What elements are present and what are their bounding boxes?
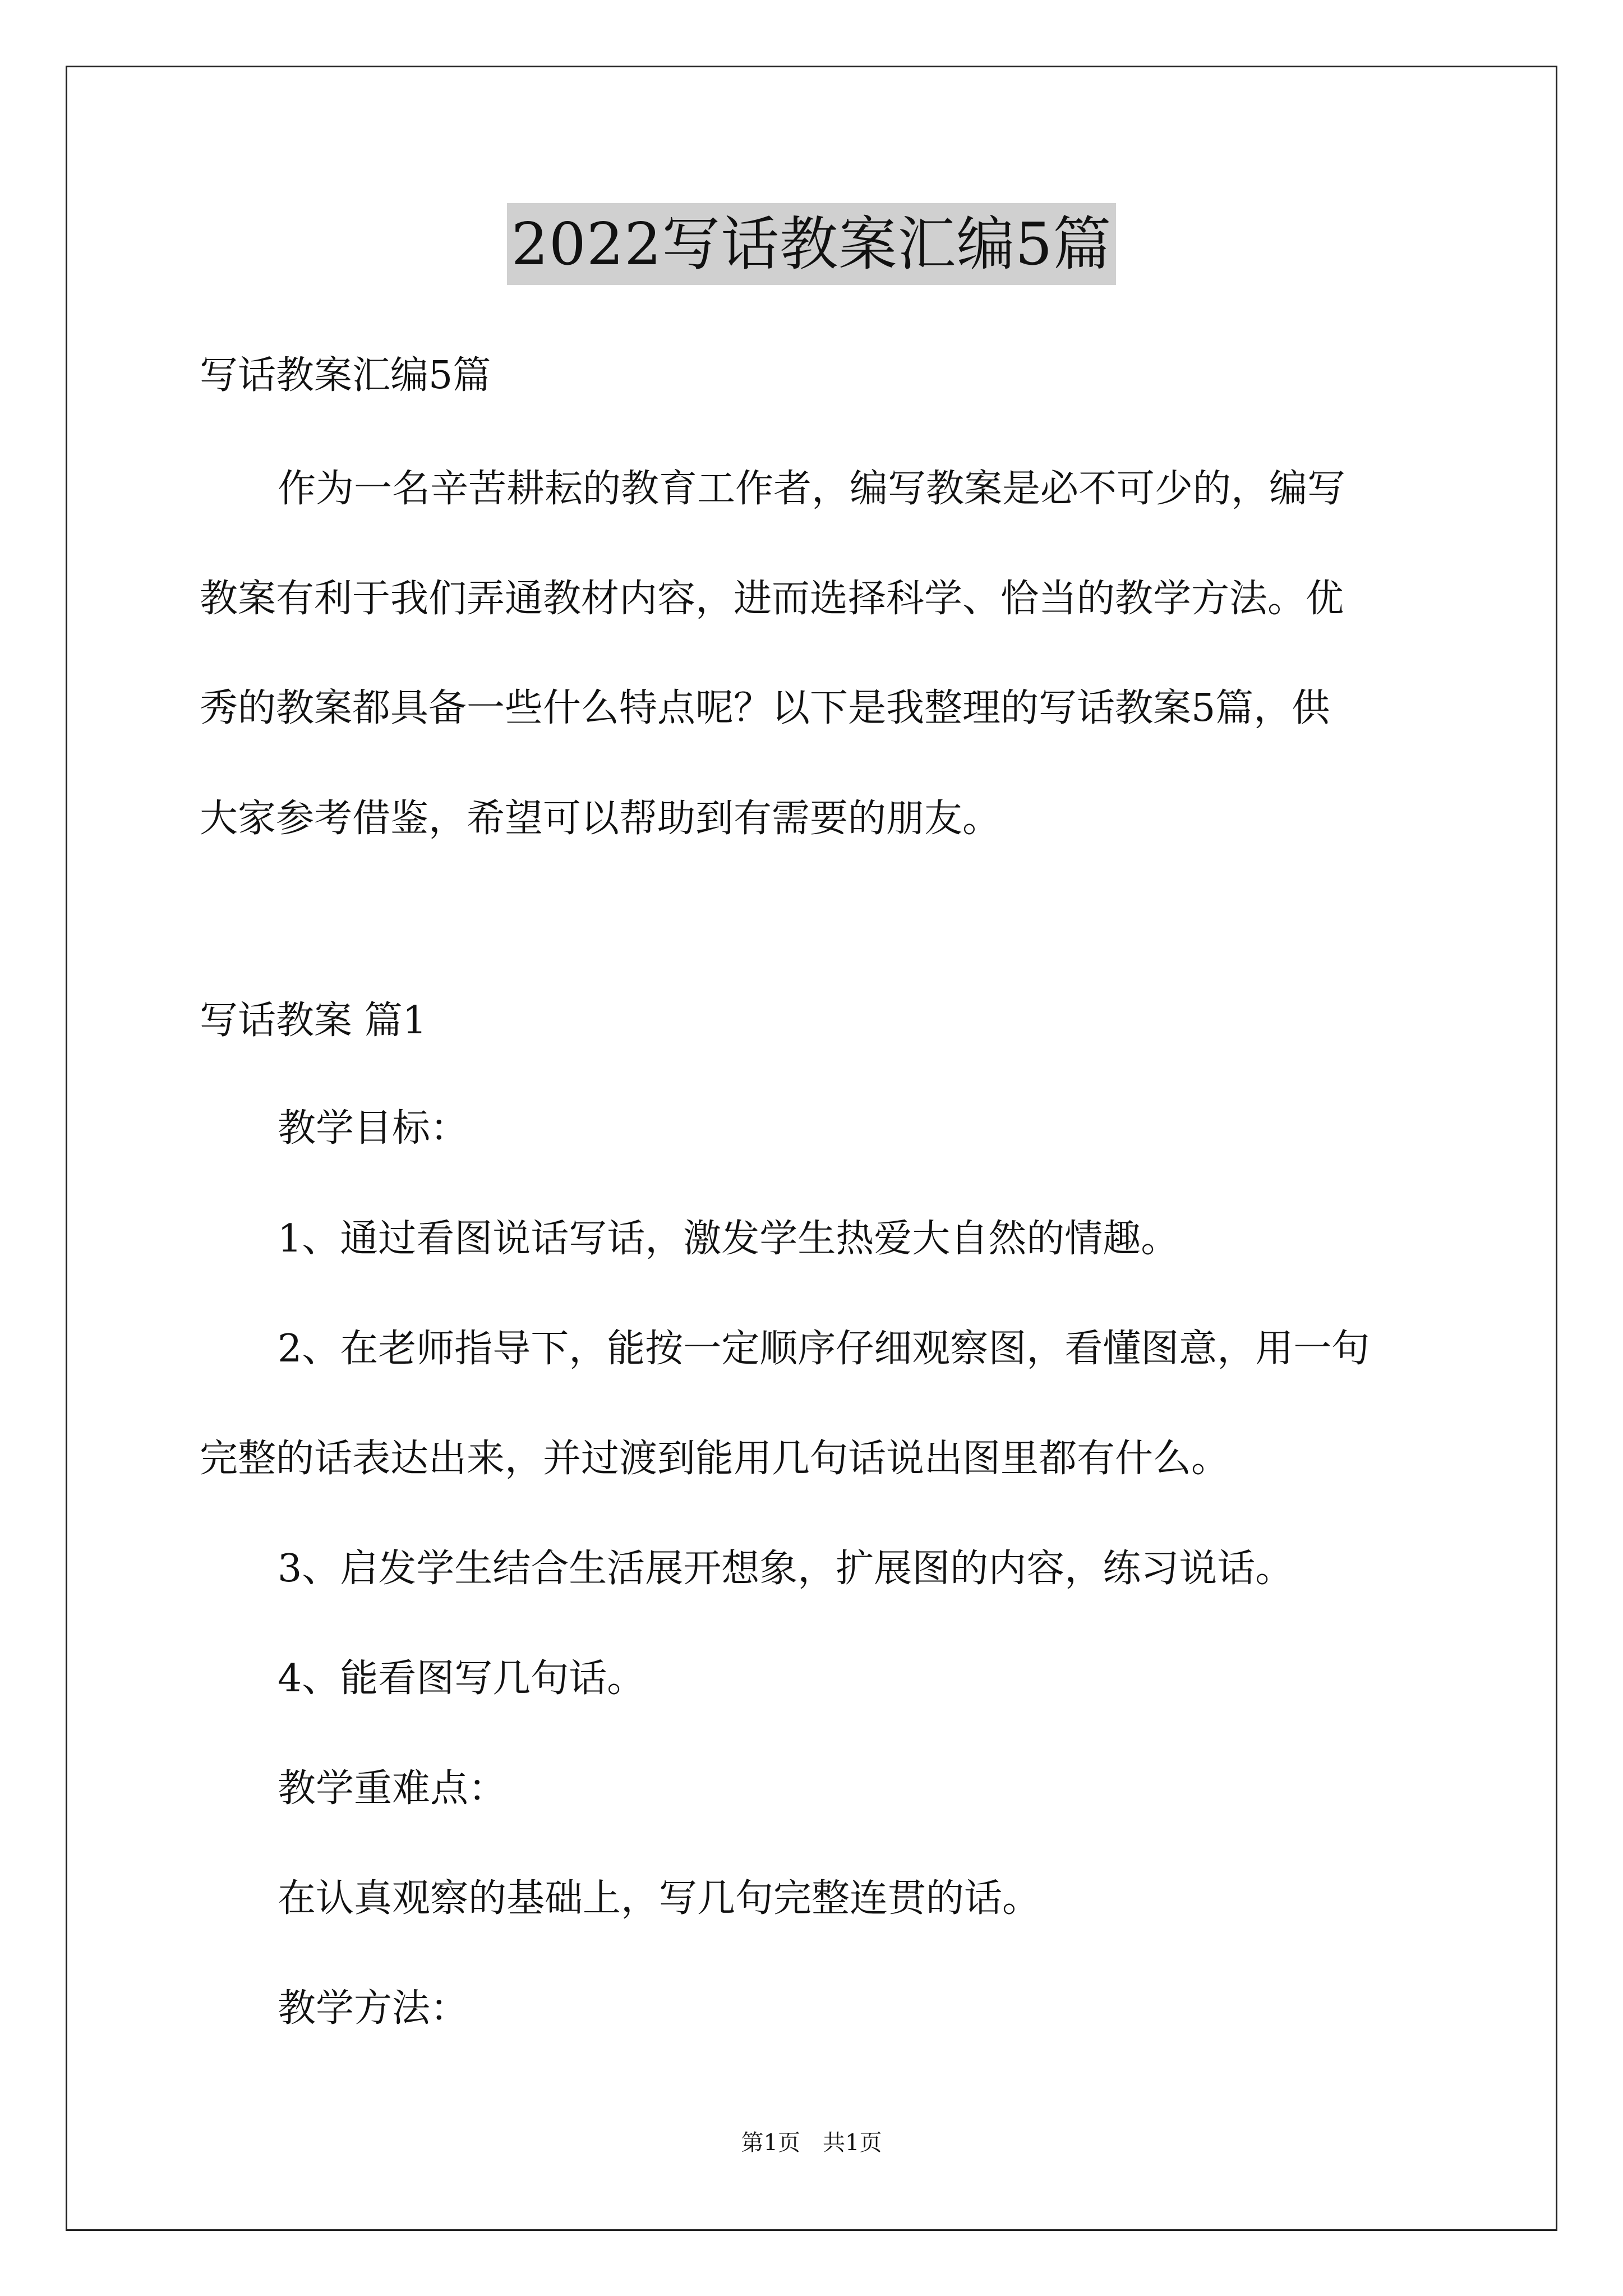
goal-item-2-line-1: 2、在老师指导下，能按一定顺序仔细观察图，看懂图意，用一句 (278, 1327, 1370, 1371)
intro-line-1: 作为一名辛苦耕耘的教育工作者，编写教案是必不可少的，编写 (278, 467, 1346, 511)
difficulty-heading: 教学重难点： (278, 1766, 507, 1811)
methods-heading: 教学方法： (278, 1986, 469, 2031)
page-footer: 第1页 共1页 (741, 2130, 882, 2156)
goal-item-4: 4、能看图写几句话。 (278, 1657, 645, 1701)
intro-line-2: 教案有利于我们弄通教材内容，进而选择科学、恰当的教学方法。优 (200, 577, 1344, 621)
difficulty-text: 在认真观察的基础上，写几句完整连贯的话。 (278, 1876, 1041, 1921)
goal-item-1: 1、通过看图说话写话，激发学生热爱大自然的情趣。 (278, 1217, 1179, 1261)
goals-heading: 教学目标： (278, 1106, 469, 1151)
section-heading: 写话教案 篇1 (200, 999, 427, 1043)
goal-item-2-line-2: 完整的话表达出来，并过渡到能用几句话说出图里都有什么。 (200, 1437, 1230, 1481)
goal-item-3: 3、启发学生结合生活展开想象，扩展图的内容，练习说话。 (278, 1547, 1294, 1591)
intro-line-3: 秀的教案都具备一些什么特点呢？以下是我整理的写话教案5篇，供 (200, 686, 1330, 730)
document-subtitle: 写话教案汇编5篇 (200, 353, 491, 398)
intro-line-4: 大家参考借鉴，希望可以帮助到有需要的朋友。 (200, 797, 1001, 841)
document-title: 2022写话教案汇编5篇 (507, 203, 1117, 285)
title-container (0, 203, 1623, 285)
